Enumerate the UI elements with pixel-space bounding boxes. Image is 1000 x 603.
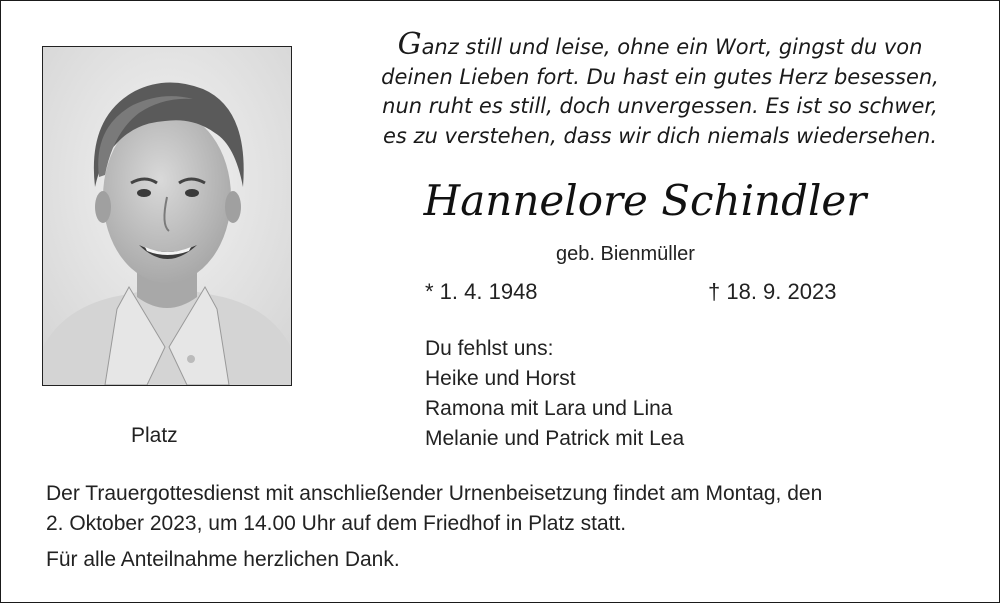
service-line-1: Der Trauergottesdienst mit anschließender Urnenbeisetzung findet am Montag, den — [46, 482, 823, 505]
poem-line-1-text: anz still und leise, ohne ein Wort, gingst du von — [421, 35, 923, 59]
death-date: † 18. 9. 2023 — [708, 279, 837, 304]
photo-caption: Platz — [131, 424, 178, 447]
birth-date: * 1. 4. 1948 — [425, 279, 538, 304]
memorial-poem — [360, 27, 960, 151]
survivor-entry: Ramona mit Lara und Lina — [425, 397, 673, 420]
poem-line-4: es zu verstehen, dass wir dich niemals wiedersehen. — [382, 123, 937, 148]
deceased-name: Hannelore Schindler — [423, 176, 867, 225]
poem-drop-cap: G — [397, 27, 422, 62]
portrait-photo — [42, 46, 292, 386]
poem-line-2: deinen Lieben fort. Du hast ein gutes Herz besessen, — [381, 64, 939, 89]
survivor-entry: Heike und Horst — [425, 367, 576, 390]
service-line-2: 2. Oktober 2023, um 14.00 Uhr auf dem Friedhof in Platz statt. — [46, 512, 627, 535]
thanks-note: Für alle Anteilnahme herzlichen Dank. — [46, 548, 400, 571]
maiden-name: geb. Bienmüller — [556, 243, 695, 265]
poem-line-1 — [360, 27, 960, 63]
service-announcement — [46, 479, 976, 539]
survivors-block — [425, 334, 684, 454]
survivors-heading: Du fehlst uns: — [425, 337, 554, 360]
poem-line-3: nun ruht es still, doch unvergessen. Es ist so schwer, — [382, 94, 938, 118]
survivor-entry: Melanie und Patrick mit Lea — [425, 427, 685, 450]
